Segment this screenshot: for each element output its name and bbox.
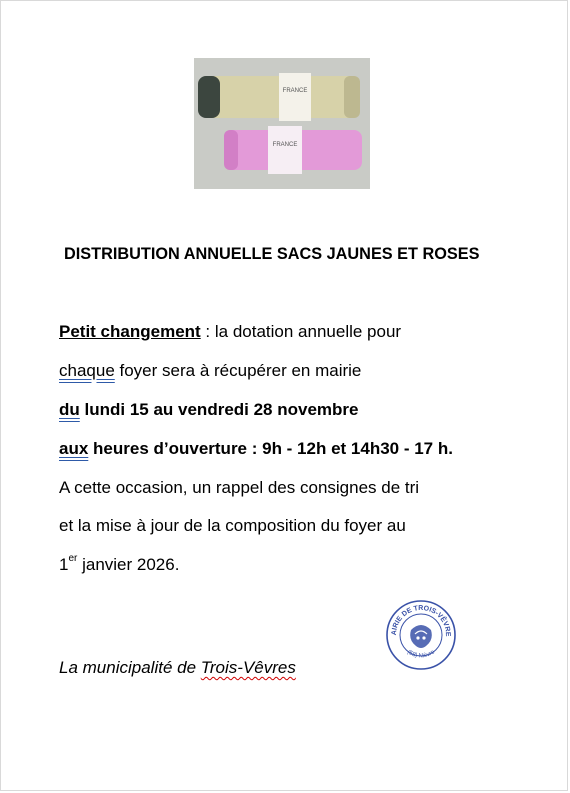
date-day: 1 [59, 555, 69, 574]
signature-prefix: La municipalité de [59, 658, 201, 677]
body-line-4 [59, 439, 453, 459]
trash-bag-rolls-photo [194, 58, 370, 189]
petit-changement-label: Petit changement [59, 322, 201, 341]
body-line-6: et la mise à jour de la composition du foyer au [59, 516, 406, 535]
body-line-3 [59, 400, 358, 420]
body-line-1-text: : la dotation annuelle pour [200, 322, 402, 341]
mairie-stamp [384, 598, 458, 672]
chaque-word: chaque [59, 361, 115, 380]
body-line-7 [59, 555, 179, 575]
body-line-5: A cette occasion, un rappel des consignes de tri [59, 478, 420, 497]
roll-bottom-label: FRANCE [272, 142, 298, 148]
body-line-1 [59, 322, 401, 342]
du-word: du [59, 400, 80, 419]
body-line-3-text: lundi 15 au vendredi 28 novembre [79, 400, 359, 419]
stamp-text: AIRIE DE TROIS-VÊVRE [390, 604, 452, 637]
roll-top-label: FRANCE [282, 88, 308, 94]
body-line-7-text: janvier 2026. [77, 555, 180, 574]
body-line-2 [59, 361, 361, 381]
body-line-2-text: foyer sera à récupérer en mairie [114, 361, 362, 380]
signature [59, 658, 296, 678]
date-superscript: er [68, 553, 78, 565]
rolls-illustration [194, 58, 370, 189]
stamp-bottom-text: (58) Nièvre [405, 649, 436, 660]
body-line-4-text: heures d’ouverture : 9h - 12h et 14h30 - 17 h. [88, 439, 453, 458]
svg-text:(58) Nièvre [406, 649, 437, 660]
signature-town: Trois-Vêvres [200, 658, 296, 677]
stamp-seal [384, 598, 458, 672]
page-title: DISTRIBUTION ANNUELLE SACS JAUNES ET ROSES [64, 245, 480, 263]
aux-word: aux [59, 439, 89, 458]
